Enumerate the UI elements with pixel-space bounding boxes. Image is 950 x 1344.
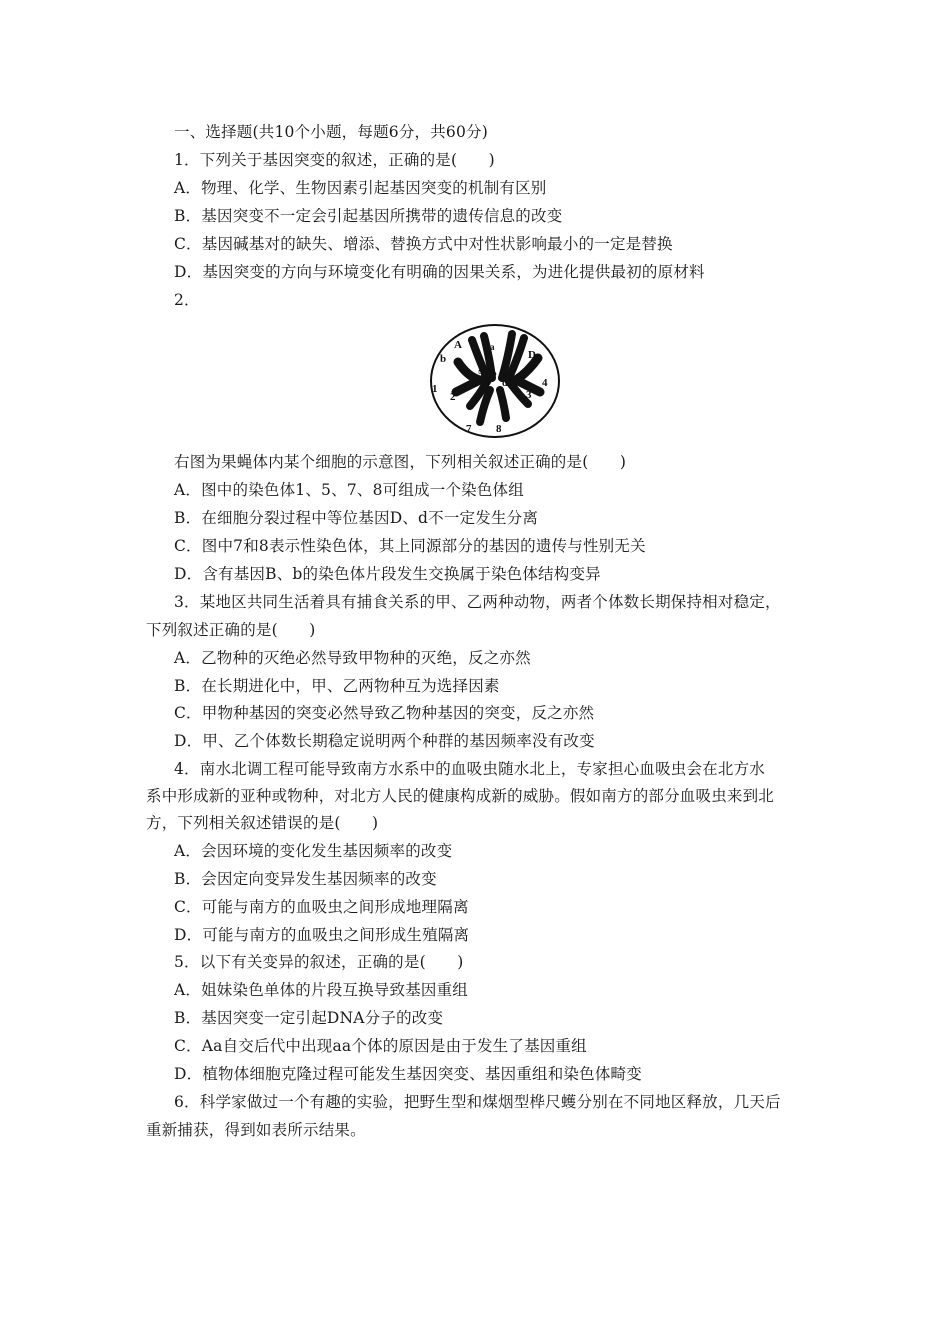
q3-option-c: C．甲物种基因的突变必然导致乙物种基因的突变，反之亦然 — [174, 704, 595, 722]
centrosome-dot — [492, 372, 496, 376]
section-heading: 一、选择题(共10个小题，每题6分，共60分) — [174, 123, 489, 141]
q2-option-c: C．图中7和8表示性染色体，其上同源部分的基因的遗传与性别无关 — [174, 537, 646, 555]
q4-option-b: B．会因定向变异发生基因频率的改变 — [174, 870, 437, 888]
q6-stem-line1: 6．科学家做过一个有趣的实验，把野生型和煤烟型桦尺蠖分别在不同地区释放，几天后 — [174, 1093, 781, 1111]
chromosomes — [456, 334, 540, 422]
label-7: 7 — [466, 423, 472, 435]
q1-option-d: D．基因突变的方向与环境变化有明确的因果关系，为进化提供最初的原材料 — [174, 263, 705, 281]
q4-stem-line2: 系中形成新的亚种或物种，对北方人民的健康构成新的威胁。假如南方的部分血吸虫来到北 — [146, 787, 775, 805]
label-D: D — [528, 349, 536, 361]
label-8: 8 — [496, 423, 502, 435]
label-b: b — [440, 353, 447, 365]
label-5: 5 — [478, 369, 483, 380]
label-d: d — [502, 378, 508, 389]
label-6: 6 — [485, 378, 490, 389]
q4-option-c: C．可能与南方的血吸虫之间形成地理隔离 — [174, 898, 469, 916]
q1-option-c: C．基因碱基对的缺失、增添、替换方式中对性状影响最小的一定是替换 — [174, 235, 673, 253]
q4-stem-line3: 方，下列相关叙述错误的是( ) — [146, 814, 379, 832]
label-2: 2 — [450, 391, 456, 403]
q3-option-b: B．在长期进化中，甲、乙两物种互为选择因素 — [174, 677, 500, 695]
q1-stem: 1．下列关于基因突变的叙述，正确的是( ) — [174, 151, 495, 169]
q4-option-a: A．会因环境的变化发生基因频率的改变 — [174, 842, 453, 860]
label-4: 4 — [542, 377, 548, 389]
q3-option-a: A．乙物种的灭绝必然导致甲物种的灭绝，反之亦然 — [174, 649, 531, 667]
q1-option-b: B．基因突变不一定会引起基因所携带的遗传信息的改变 — [174, 207, 563, 225]
q2-stem: 右图为果蝇体内某个细胞的示意图，下列相关叙述正确的是( ) — [174, 453, 627, 471]
q5-stem: 5．以下有关变异的叙述，正确的是( ) — [174, 953, 464, 971]
q3-option-d: D．甲、乙个体数长期稳定说明两个种群的基因频率没有改变 — [174, 732, 595, 750]
cell-chromosome-diagram — [428, 322, 562, 440]
chromosome-8 — [500, 390, 506, 418]
q6-stem-line2: 重新捕获，得到如表所示结果。 — [146, 1121, 366, 1139]
cell-membrane — [431, 325, 559, 437]
q5-option-d: D．植物体细胞克隆过程可能发生基因突变、基因重组和染色体畸变 — [174, 1065, 642, 1083]
label-1: 1 — [432, 383, 438, 395]
q5-option-b: B．基因突变一定引起DNA分子的改变 — [174, 1009, 444, 1027]
label-B: B — [470, 377, 478, 389]
q2-option-b: B．在细胞分裂过程中等位基因D、d不一定发生分离 — [174, 509, 539, 527]
q3-stem-line2: 下列叙述正确的是( ) — [146, 621, 316, 639]
q4-option-d: D．可能与南方的血吸虫之间形成生殖隔离 — [174, 926, 470, 944]
q2-option-d: D．含有基因B、b的染色体片段发生交换属于染色体结构变异 — [174, 565, 601, 583]
label-a: a — [490, 342, 495, 352]
q4-stem-line1: 4．南水北调工程可能导致南方水系中的血吸虫随水北上，专家担心血吸虫会在北方水 — [174, 760, 765, 778]
label-3: 3 — [526, 389, 532, 401]
q5-option-c: C．Aa自交后代中出现aa个体的原因是由于发生了基因重组 — [174, 1037, 587, 1055]
q1-option-a: A．物理、化学、生物因素引起基因突变的机制有区别 — [174, 179, 547, 197]
q3-stem-line1: 3．某地区共同生活着具有捕食关系的甲、乙两种动物，两者个体数长期保持相对稳定， — [174, 593, 781, 611]
label-A: A — [454, 339, 462, 351]
q2-option-a: A．图中的染色体1、5、7、8可组成一个染色体组 — [174, 481, 524, 499]
q5-option-a: A．姐妹染色单体的片段互换导致基因重组 — [174, 981, 468, 999]
q2-number: 2． — [174, 291, 200, 309]
